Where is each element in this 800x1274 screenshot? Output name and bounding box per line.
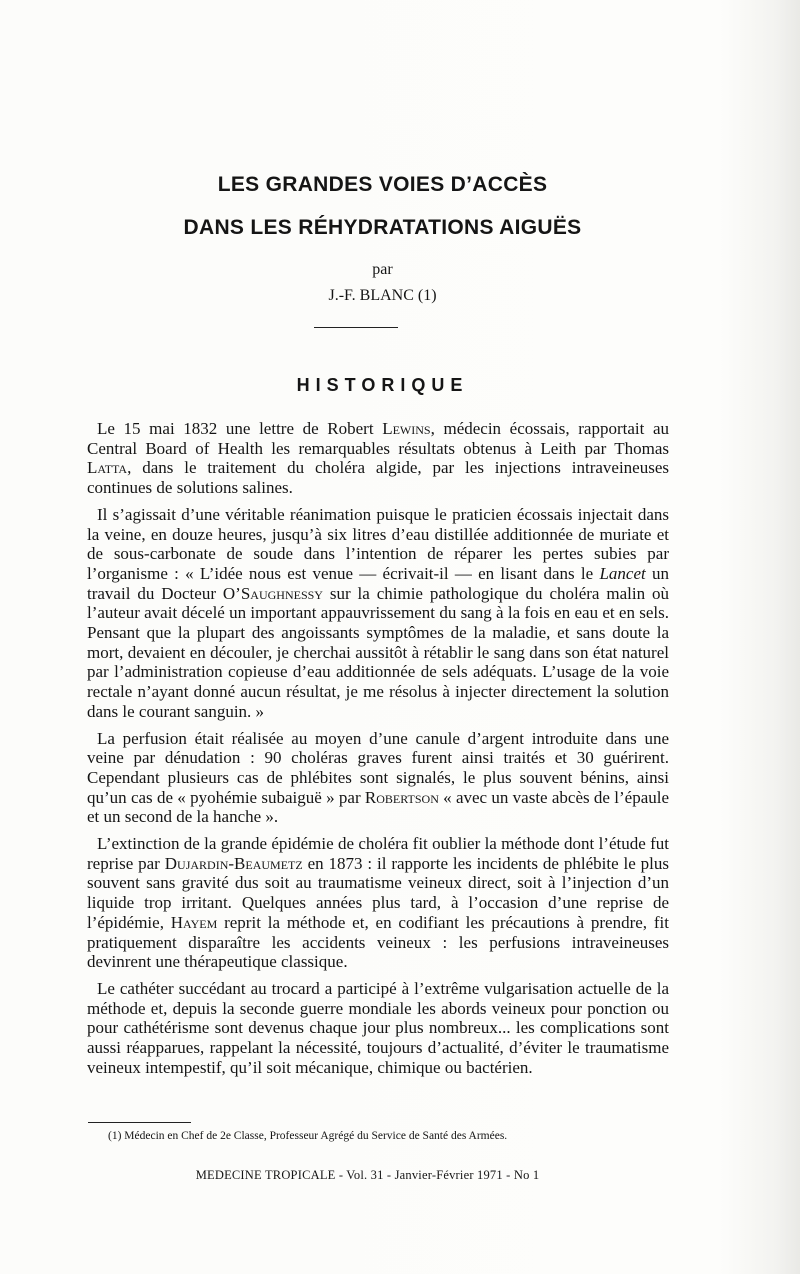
title-separator-rule (314, 327, 398, 328)
text-run: « avec un vaste abcès de l’épaule et un second de la hanche ». (87, 787, 670, 827)
text-run: un travail du Docteur (87, 563, 670, 603)
article-body (87, 419, 669, 1085)
section-heading: HISTORIQUE (296, 375, 469, 395)
author-name-hayem: Hayem (170, 912, 218, 932)
text-run: L’extinction de la grande épidémie de choléra fit oublier la méthode dont l’étude fut reprise par (87, 834, 669, 873)
author-name-dujardin-beaumetz: Dujardin-Beaumetz (164, 853, 303, 873)
text-run: en 1873 : il rapporte les incidents de phlébite le plus souvent sans gravité dus soit au traumatisme veineux direct, soit à l’injection d’un liquide trop irritant. Quelques années plus tard, à l’occasion d’une reprise de l’épidémie, (87, 853, 669, 932)
by-line: par (372, 261, 393, 278)
paragraph-2 (87, 505, 669, 722)
text-run: sur la chimie pathologique du choléra malin où l’auteur avait décelé un important appauvrissement du sang à la fois en eau et en sels. Pensant que la plupart des angoissants symptômes de la maladie, et sans doute la mort, devaient en découler, je cherchai aussitôt à rétablir le sang dans son état naturel par l’administration copieuse d’eau additionnée de sels adéquats. L’usage de la voie rectale n’ayant donné aucun résultat, je me résolus à injecter directement la solution dans le courant sanguin. » (87, 583, 669, 721)
text-run: Il s’agissait d’une véritable réanimation puisque le praticien écossais injectait dans la veine, en douze heures, jusqu’à six litres d’eau distillée additionnée de muriate et de sous-carbonate de soude dans l’intention de réparer les pertes subies par l’organisme : « L’idée nous est venue — écrivait-il — en lisant dans le (87, 504, 669, 583)
journal-name-lancet: Lancet (599, 563, 646, 583)
paragraph-1 (87, 419, 669, 498)
author-name-osaughnessy: O’Saughnessy (222, 583, 323, 603)
journal-footer: MEDECINE TROPICALE - Vol. 31 - Janvier-Février 1971 - No 1 (195, 1168, 540, 1182)
author-name-robertson: Robertson (364, 787, 439, 807)
article-title-line-2: DANS LES RÉHYDRATATIONS AIGUËS (183, 216, 582, 239)
text-run: , dans le traitement du choléra algide, par les injections intraveineuses continues de solutions salines. (87, 458, 669, 498)
text-run: Le 15 mai 1832 une lettre de Robert (97, 419, 383, 438)
text-run: reprit la méthode et, en codifiant les précautions à prendre, fit pratiquement disparaître les accidents veineux : les perfusions intraveineuses devinrent une thérapeutique classique. (87, 912, 669, 972)
article-title-line-1: LES GRANDES VOIES D’ACCÈS (217, 173, 548, 196)
author-name: J.-F. BLANC (1) (328, 287, 437, 304)
paragraph-4 (87, 834, 669, 972)
text-run: Le cathéter succédant au trocard a participé à l’extrême vulgarisation actuelle de la méthode et, depuis la seconde guerre mondiale les abords veineux pour ponction ou pour cathétérisme sont devenus chaque jour plus nombreux... les complications sont aussi réapparues, rappelant la nécessité, toujours d’actualité, d’éviter le traumatisme veineux intempestif, qu’il soit mécanique, chimique ou bactérien. (87, 978, 669, 1077)
footnote-rule (88, 1122, 191, 1123)
footnote: (1) Médecin en Chef de 2e Classe, Professeur Agrégé du Service de Santé des Armées. (108, 1130, 508, 1142)
author-name-lewins: Lewins (382, 419, 431, 438)
text-run: La perfusion était réalisée au moyen d’une canule d’argent introduite dans une veine par dénudation : 90 choléras graves furent ainsi traités et 30 guérirent. Cependant plusieurs cas de phlébites sont signalés, le plus souvent bénins, ainsi qu’un cas de « pyohémie subaiguë » par (87, 728, 669, 807)
text-run: , médecin écossais, rapportait au Central Board of Health les remarquables résultats obtenus à Leith par Thomas (87, 419, 670, 458)
paragraph-5 (87, 979, 669, 1078)
paragraph-3 (87, 729, 669, 828)
author-name-latta: Latta (87, 458, 128, 478)
